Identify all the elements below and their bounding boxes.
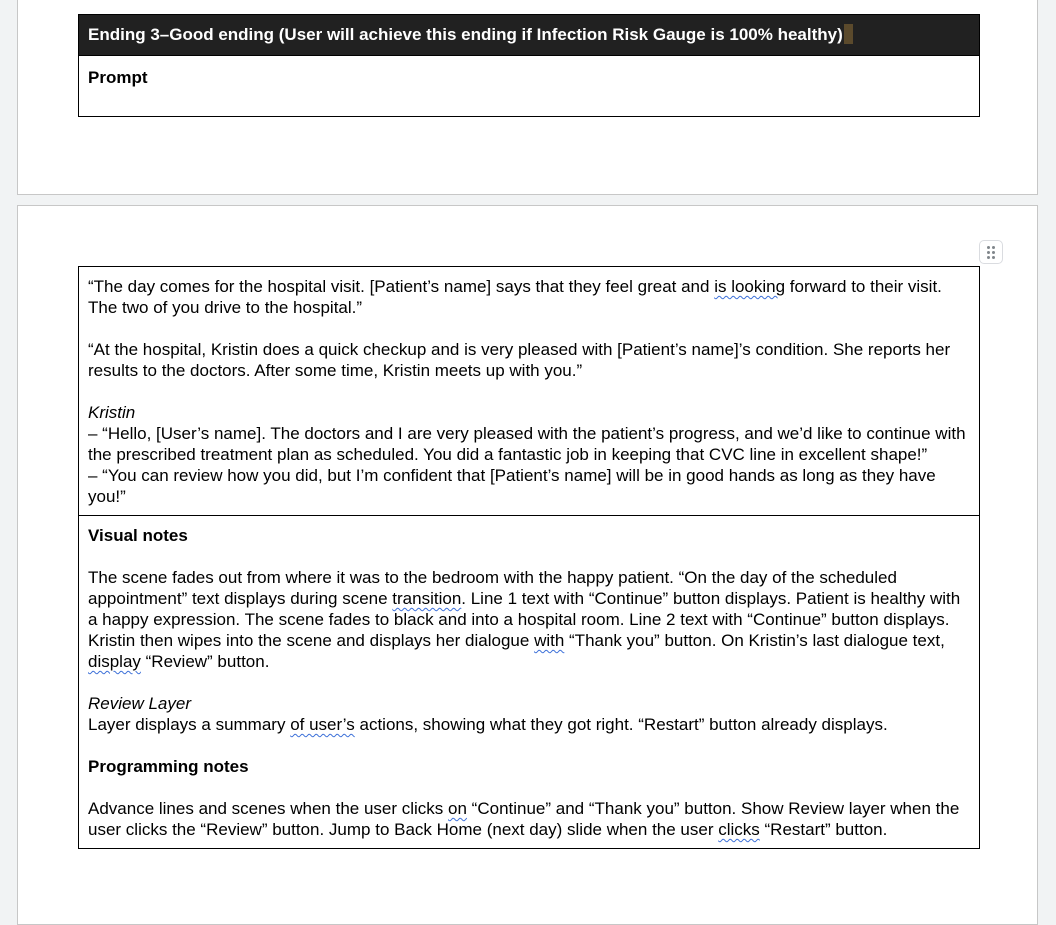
ending-3-table	[78, 14, 980, 117]
spell-check-underline[interactable]: is looking	[714, 277, 786, 296]
spell-check-underline[interactable]: clicks	[718, 820, 760, 839]
programming-notes-heading: Programming notes	[88, 757, 249, 776]
ending-3-content-table	[78, 266, 980, 849]
review-layer-title: Review Layer	[88, 694, 191, 713]
text-cursor	[844, 24, 853, 44]
document-page-1	[17, 0, 1038, 195]
spell-check-underline[interactable]: on	[448, 799, 467, 818]
dialogue-cell[interactable]	[79, 267, 979, 515]
spell-check-underline[interactable]: of user’s	[290, 715, 355, 734]
programming-notes-text: Advance lines and scenes when the user clicks on “Continue” and “Thank you” button. Show Review layer when the user clicks the “Review” button. Jump to Back Home (next day) slide when the user clicks “Restart” button.	[88, 799, 960, 839]
spell-check-underline[interactable]: transition	[392, 589, 462, 608]
visual-notes-text: The scene fades out from where it was to the bedroom with the happy patient. “On the day of the scheduled appointment” text displays during scene transition. Line 1 text with “Continue” button displays. Patient is healthy with a happy expression. The scene fades to black and into a hospital room. Line 2 text with “Continue” button displays. Kristin then wipes into the scene and displays her dialogue with “Thank you” button. On Kristin’s last dialogue text, display “Review” button.	[88, 568, 961, 671]
dialogue-paragraph-2: “At the hospital, Kristin does a quick checkup and is very pleased with [Patient’s name]’s condition. She reports her results to the doctors. After some time, Kristin meets up with you.”	[88, 340, 951, 380]
dialogue-line-2: – “You can review how you did, but I’m confident that [Patient’s name] will be in good hands as long as they have you!”	[88, 466, 936, 506]
ending-3-title: Ending 3–Good ending (User will achieve this ending if Infection Risk Gauge is 100% healthy)	[88, 25, 843, 44]
prompt-label: Prompt	[88, 68, 148, 87]
visual-notes-heading: Visual notes	[88, 526, 188, 545]
spell-check-underline[interactable]: display	[88, 652, 141, 671]
prompt-cell[interactable]	[79, 56, 979, 116]
table-drag-handle-icon[interactable]	[979, 240, 1003, 264]
spell-check-underline[interactable]: with	[534, 631, 565, 650]
document-page-2	[17, 205, 1038, 925]
dialogue-paragraph-1: “The day comes for the hospital visit. [Patient’s name] says that they feel great and is looking forward to their visit. The two of you drive to the hospital.”	[88, 277, 942, 317]
review-layer-text: Layer displays a summary of user’s actions, showing what they got right. “Restart” button already displays.	[88, 715, 888, 734]
notes-cell[interactable]	[79, 515, 979, 848]
dialogue-line-1: – “Hello, [User’s name]. The doctors and I are very pleased with the patient’s progress, and we’d like to continue with the prescribed treatment plan as scheduled. You did a fantastic job in keeping that CVC line in excellent shape!”	[88, 424, 966, 464]
table-header-row[interactable]	[79, 15, 979, 56]
speaker-name: Kristin	[88, 403, 136, 422]
